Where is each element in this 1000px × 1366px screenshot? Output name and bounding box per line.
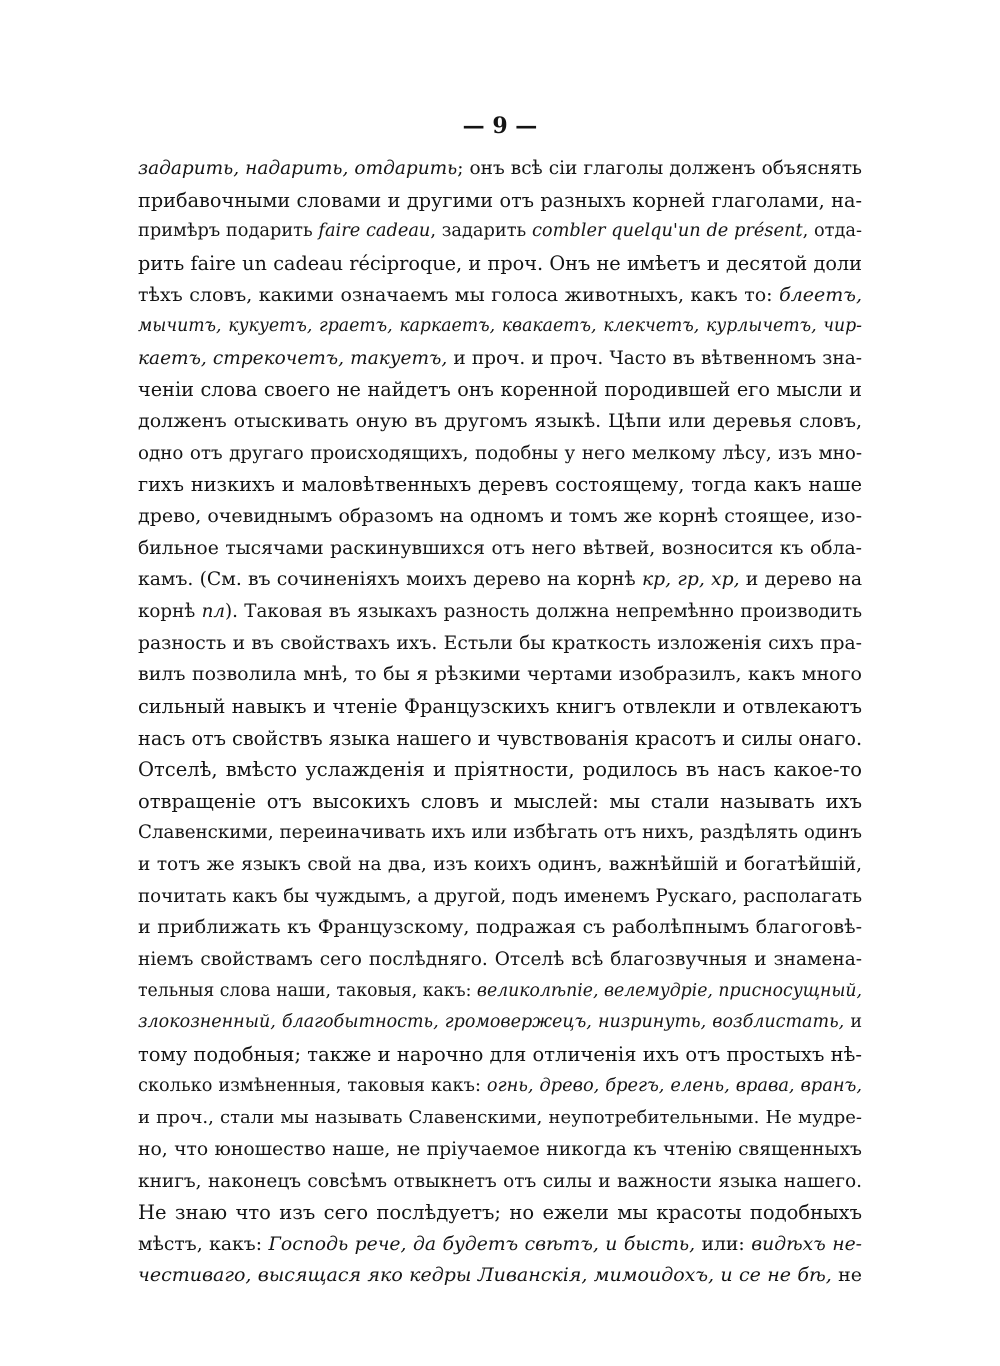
text-segment: тельныя слова наши, таковыя, какъ: <box>138 980 477 1001</box>
text-line <box>138 944 862 976</box>
text-segment: и тотъ же языкъ свой на два, изъ коихъ одинъ, важнѣйшій и богатѣйшій, <box>138 854 862 876</box>
text-segment: вилъ позволила мнѣ, то бы я рѣзкими чертами изобразилъ, какъ много <box>138 663 862 686</box>
text-line <box>138 881 862 913</box>
text-line <box>138 596 862 628</box>
text-line <box>138 1102 862 1134</box>
text-segment: древо, очевиднымъ образомъ на одномъ и томъ же корнѣ стоящее, изо- <box>138 505 862 528</box>
text-segment: или: <box>695 1233 752 1255</box>
text-segment: гихъ низкихъ и маловѣтвенныхъ деревъ состоящему, тогда какъ наше <box>138 473 862 497</box>
text-segment: книгъ, наконецъ совсѣмъ отвыкнетъ отъ силы и важности языка нашего. <box>138 1170 862 1192</box>
text-segment: прибавочными словами и другими отъ разныхъ корней глаголами, на- <box>138 188 862 212</box>
text-line <box>138 1071 862 1103</box>
text-segment: мѣстъ, какъ: <box>138 1233 269 1255</box>
text-segment: сколько измѣненныя, таковыя какъ: <box>138 1075 487 1096</box>
text-line <box>138 786 862 818</box>
text-line <box>138 343 862 375</box>
italic-text-segment: огнь, древо, брегъ, елень, врава, вранъ, <box>486 1075 862 1096</box>
italic-text-segment: каетъ, стрекочетъ, такуетъ, <box>138 347 448 369</box>
text-line <box>138 374 862 406</box>
text-line <box>138 501 862 533</box>
text-segment: и <box>844 1012 862 1033</box>
text-line <box>138 1134 862 1166</box>
text-segment: насъ отъ свойствъ языка нашего и чувствованія красотъ и силы онаго. <box>138 726 863 750</box>
text-line <box>138 912 862 944</box>
text-line <box>138 153 862 185</box>
italic-text-segment: Господь рече, да будетъ свѣтъ, и бысть, <box>268 1233 696 1255</box>
body-text <box>138 153 862 1292</box>
text-segment: камъ. (См. въ сочиненіяхъ моихъ дерево на корнѣ <box>138 569 642 591</box>
page-number: — 9 — <box>462 113 538 139</box>
text-line <box>138 438 862 470</box>
text-segment: примѣръ подарить <box>138 221 319 242</box>
text-segment: рить faire un cadeau réciproque, и проч. Онъ не имѣетъ и десятой доли <box>138 251 862 275</box>
text-segment: Славенскими, переиначивать ихъ или избѣгать отъ нихъ, раздѣлять одинъ <box>138 822 862 844</box>
text-segment: почитать какъ бы чуждымъ, а другой, подъ именемъ Рускаго, располагать <box>138 885 863 907</box>
text-segment: отвращеніе отъ высокихъ словъ и мыслей: мы стали называть ихъ <box>138 789 862 813</box>
text-line <box>138 533 862 565</box>
italic-text-segment: блеетъ, <box>779 283 862 306</box>
text-line <box>138 1007 862 1039</box>
italic-text-segment: честиваго, высящася яко кедры Ливанскія, мимоидохъ, и се не бѣ, <box>138 1264 832 1287</box>
text-line <box>138 248 862 280</box>
text-segment: долженъ отыскивать оную въ другомъ языкѣ. Цѣпи или деревья словъ, <box>138 410 862 433</box>
text-line <box>138 1229 862 1261</box>
text-segment: ніемъ свойствамъ сего послѣдняго. Отселѣ всѣ благозвучныя и знамена- <box>138 949 862 971</box>
text-segment: ). Таковая въ языкахъ разность должна непремѣнно производить <box>225 600 863 622</box>
text-segment: тому подобныя; также и нарочно для отличенія ихъ отъ простыхъ нѣ- <box>138 1042 862 1066</box>
text-segment: и приближать къ Французскому, подражая съ раболѣпнымъ благоговѣ- <box>138 916 862 939</box>
text-line <box>138 280 862 312</box>
text-segment: сильный навыкъ и чтеніе Французскихъ книгъ отвлекли и отвлекаютъ <box>138 694 862 718</box>
text-line <box>138 754 862 786</box>
text-line <box>138 564 862 596</box>
text-segment: и проч. и проч. Часто въ вѣтвенномъ зна- <box>447 347 862 369</box>
italic-text-segment: великолѣпіе, велемудріе, присносущный, <box>476 980 862 1001</box>
text-line <box>138 1260 862 1292</box>
text-segment: но, что юношество наше, не пріучаемое никогда къ чтенію священныхъ <box>138 1138 862 1160</box>
text-line <box>138 311 862 343</box>
text-line <box>138 691 862 723</box>
text-segment: одно отъ другаго происходящихъ, подобны у него мелкому лѣсу, изъ мно- <box>138 442 862 464</box>
italic-text-segment: пл <box>201 600 225 622</box>
text-line <box>138 1166 862 1198</box>
text-line <box>138 659 862 691</box>
text-segment: не <box>831 1264 863 1287</box>
text-line <box>138 976 862 1008</box>
text-line <box>138 1039 862 1071</box>
text-segment: и дерево на <box>739 569 862 591</box>
text-segment: разность и въ свойствахъ ихъ. Естьли бы краткость изложенія сихъ пра- <box>138 632 862 654</box>
text-line <box>138 849 862 881</box>
text-segment: Отселѣ, вмѣсто услажденія и пріятности, родилось въ насъ какое-то <box>138 758 862 782</box>
text-line <box>138 406 862 438</box>
text-segment: бильное тысячами раскинувшихся отъ него вѣтвей, возносится къ обла- <box>138 537 862 559</box>
text-segment: корнѣ <box>138 600 202 622</box>
text-segment: Не знаю что изъ сего послѣдуетъ; но ежели мы красоты подобныхъ <box>138 1201 862 1225</box>
italic-text-segment: видѣхъ не- <box>751 1233 863 1255</box>
text-line <box>138 817 862 849</box>
text-line <box>138 469 862 501</box>
text-line <box>138 1197 862 1229</box>
text-segment: тѣхъ словъ, какими означаемъ мы голоса животныхъ, какъ то: <box>138 283 780 306</box>
text-segment: ; онъ всѣ сіи глаголы долженъ объяснять <box>457 158 862 179</box>
italic-text-segment: кр, гр, хр, <box>641 569 740 591</box>
text-segment: и проч., стали мы называть Славенскими, неупотребительными. Не мудре- <box>138 1107 862 1129</box>
text-line <box>138 628 862 660</box>
italic-text-segment: задарить, надарить, отдарить <box>138 158 458 179</box>
italic-text-segment: combler quelqu'un de présent <box>531 221 803 242</box>
italic-text-segment: faire cadeau <box>318 221 431 242</box>
italic-text-segment: злокозненный, благобытность, громовержецъ, низринуть, возблистать, <box>138 1012 845 1033</box>
text-line <box>138 723 862 755</box>
text-line <box>138 185 862 217</box>
italic-text-segment: мычитъ, кукуетъ, граетъ, каркаетъ, квакаетъ, клекчетъ, курлычетъ, чир- <box>138 316 862 337</box>
text-line <box>138 216 862 248</box>
text-segment: , отда- <box>802 221 862 242</box>
text-segment: , задарить <box>430 221 532 242</box>
text-segment: ченіи слова своего не найдетъ онъ коренной породившей его мысли и <box>138 378 862 402</box>
